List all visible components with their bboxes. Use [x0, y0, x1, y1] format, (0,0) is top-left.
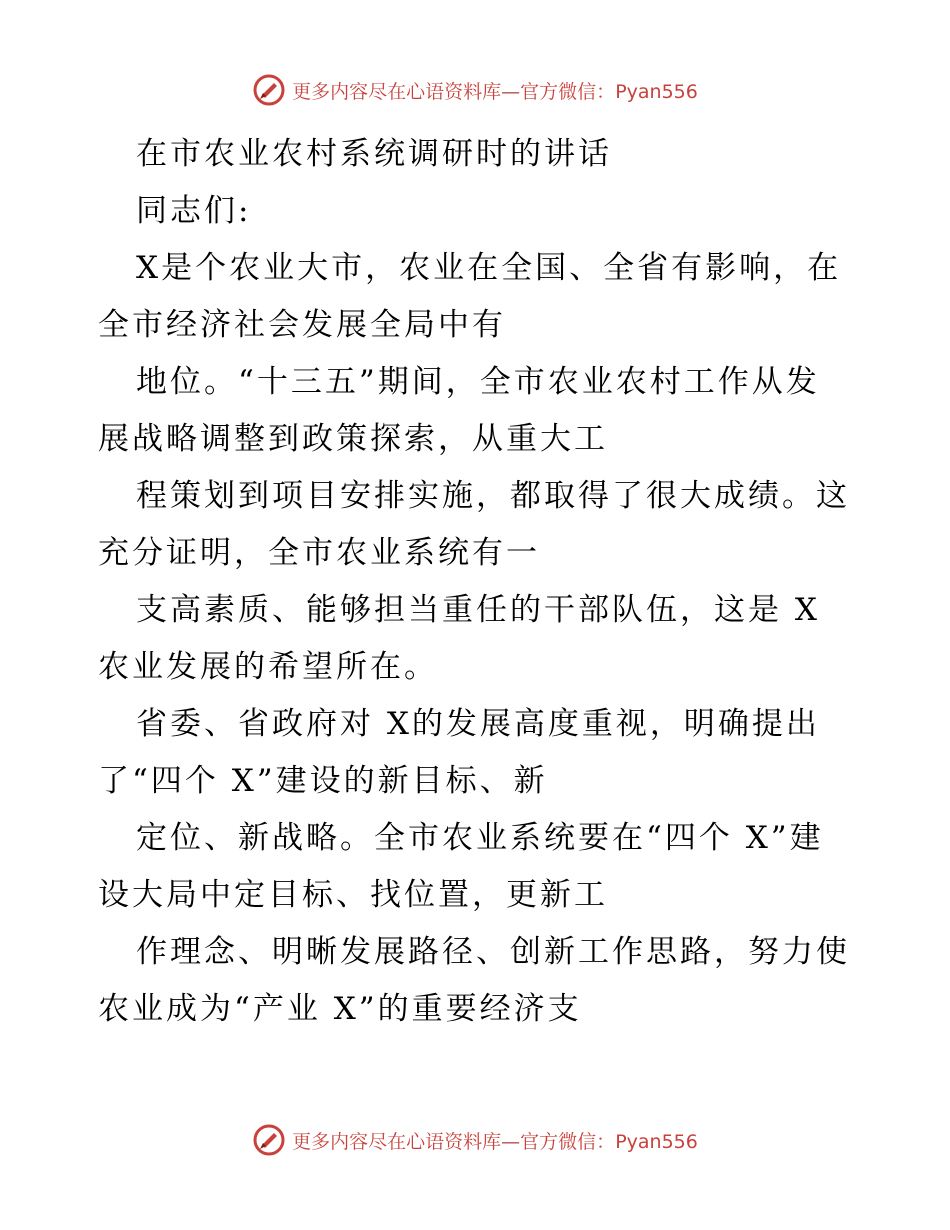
paragraph-line: 支高素质、能够担当重任的干部队伍，这是 X: [136, 592, 820, 628]
paragraph-line: 了“四个 X”建设的新目标、新: [98, 763, 548, 799]
watermark-banner-top: [0, 70, 950, 110]
paragraph-line: 地位。“十三五”期间，全市农业农村工作从发: [136, 364, 820, 400]
paragraph-line: 全市经济社会发展全局中有: [98, 307, 506, 343]
paragraph-line: X是个农业大市，农业在全国、全省有影响，在: [136, 250, 842, 286]
paragraph-line: 程策划到项目安排实施，都取得了很大成绩。这: [136, 478, 850, 514]
watermark-text: 更多内容尽在心语资料库—官方微信：Pyan556: [292, 80, 698, 103]
paragraph-line: 定位、新战略。全市农业系统要在“四个 X”建: [136, 820, 824, 856]
document-body: [98, 126, 858, 1038]
salutation: 同志们:: [136, 193, 252, 229]
paragraph-line: 省委、省政府对 X的发展高度重视，明确提出: [136, 706, 820, 742]
watermark-text: 更多内容尽在心语资料库—官方微信：Pyan556: [292, 1130, 698, 1153]
watermark-banner-bottom: [0, 1120, 950, 1160]
watermark-logo-icon: [252, 1123, 286, 1157]
paragraph-line: 农业发展的希望所在。: [98, 649, 438, 685]
paragraph-line: 设大局中定目标、找位置，更新工: [98, 877, 608, 913]
paragraph-line: 农业成为“产业 X”的重要经济支: [98, 991, 582, 1027]
paragraph-line: 展战略调整到政策探索，从重大工: [98, 421, 608, 457]
document-title: 在市农业农村系统调研时的讲话: [136, 136, 612, 172]
paragraph-line: 充分证明，全市农业系统有一: [98, 535, 540, 571]
watermark-logo-icon: [252, 73, 286, 107]
paragraph-line: 作理念、明晰发展路径、创新工作思路，努力使: [136, 934, 850, 970]
